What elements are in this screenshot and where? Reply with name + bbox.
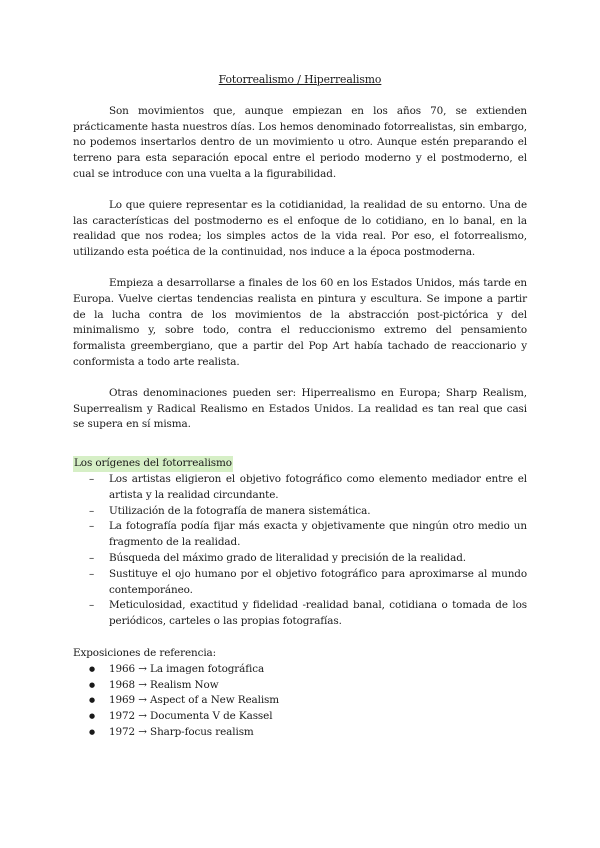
origins-item: – Sustituye el ojo humano por el objetivo fotográfico para aproximarse al mundo contemporáneo. xyxy=(109,567,527,599)
paragraph-denominaciones: Otras denominaciones pueden ser: Hiperrealismo en Europa; Sharp Realism, Superrealism y Radical Realismo en Estados Unidos. La realidad es tan real que casi se supera en sí misma. xyxy=(73,386,527,431)
exhibition-item: ● 1972 → Documenta V de Kassel xyxy=(109,709,527,725)
paragraph-cotidianidad: Lo que quiere representar es la cotidianidad, la realidad de su entorno. Una de las características del postmoderno es el enfoque de lo cotidiano, en lo banal, en la realidad que nos rodea; los simples actos de la vida real. Por eso, el fotorrealismo, utilizando esta poética de la continuidad, nos induce a la época postmoderna. xyxy=(73,198,527,259)
origins-section xyxy=(73,448,527,630)
exhibitions-label: Exposiciones de referencia: xyxy=(73,646,217,659)
exhibitions-section xyxy=(73,646,527,741)
exhibition-item: ● 1966 → La imagen fotográfica xyxy=(109,662,527,678)
origins-item: – Búsqueda del máximo grado de literalidad y precisión de la realidad. xyxy=(109,551,527,567)
origins-heading: Los orígenes del fotorrealismo xyxy=(73,456,233,472)
origins-item: – Los artistas eligieron el objetivo fotográfico como elemento mediador entre el artista y la realidad circundante. xyxy=(109,472,527,504)
origins-list xyxy=(73,472,527,630)
exhibition-item: ● 1969 → Aspect of a New Realism xyxy=(109,693,527,709)
paragraph-intro: Son movimientos que, aunque empiezan en los años 70, se extienden prácticamente hasta nuestros días. Los hemos denominado fotorrealistas, sin embargo, no podemos insertarlos dentro de un movimiento u otro. Aunque estén preparando el terreno para esta separación epocal entre el periodo moderno y el postmoderno, el cual se introduce con una vuelta a la figurabilidad. xyxy=(73,104,527,180)
document-title: Fotorrealismo / Hiperrealismo xyxy=(218,73,382,86)
origins-item: – Meticulosidad, exactitud y fidelidad -realidad banal, cotidiana o tomada de los periódicos, carteles o las propias fotografías. xyxy=(109,598,527,630)
exhibition-item: ● 1972 → Sharp-focus realism xyxy=(109,725,527,741)
paragraph-origen-historico: Empieza a desarrollarse a finales de los 60 en los Estados Unidos, más tarde en Europa. Vuelve ciertas tendencias realista en pintura y escultura. Se impone a partir de la lucha contra de los movimientos de la abstracción post-pictórica y del minimalismo y, sobre todo, contra el reduccionismo extremo del pensamiento formalista greembergiano, que a partir del Pop Art había tachado de reaccionario y conformista a todo arte realista. xyxy=(73,276,527,368)
origins-item: – La fotografía podía fijar más exacta y objetivamente que ningún otro medio un fragmento de la realidad. xyxy=(109,519,527,551)
exhibition-item: ● 1968 → Realism Now xyxy=(109,678,527,694)
document-content xyxy=(73,72,527,741)
origins-item: – Utilización de la fotografía de manera sistemática. xyxy=(109,504,527,520)
exhibitions-list xyxy=(73,662,527,741)
